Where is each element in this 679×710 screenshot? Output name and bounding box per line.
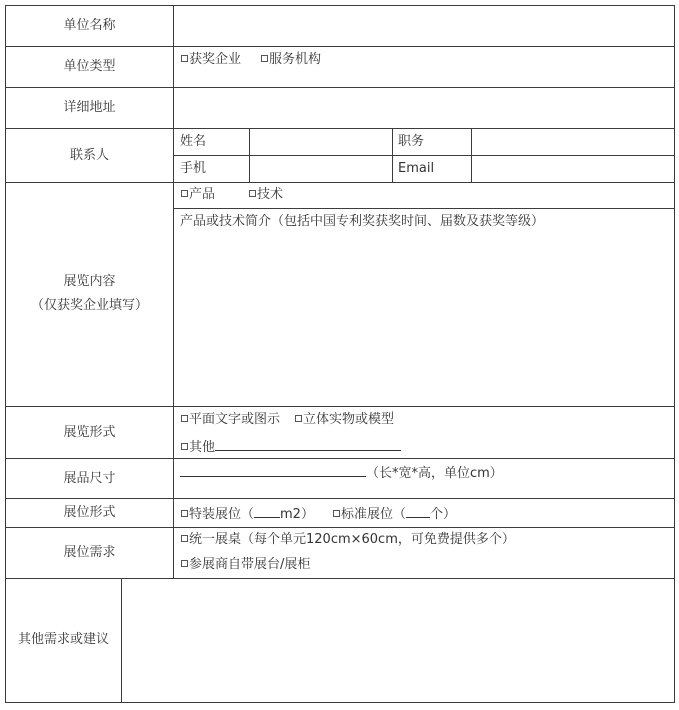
content-option-product[interactable]: 产品 xyxy=(181,187,215,203)
content-sublabel: （仅获奖企业填写） xyxy=(30,298,148,313)
booth-option-standard[interactable]: 标准展位（ 个） xyxy=(333,505,456,523)
checkbox-icon xyxy=(181,510,188,517)
format-option-3d[interactable]: 立体实物或模型 xyxy=(295,412,394,428)
standard-booth-count-blank[interactable] xyxy=(406,505,430,518)
contact-position-field[interactable] xyxy=(472,129,674,155)
checkbox-icon xyxy=(181,55,188,62)
contact-label: 联系人 xyxy=(69,148,109,163)
unit-name-field[interactable] xyxy=(174,6,674,46)
unit-type-option-service[interactable]: 服务机构 xyxy=(261,52,321,68)
contact-email-field[interactable] xyxy=(472,156,674,182)
unit-name-label: 单位名称 xyxy=(63,18,116,33)
format-option-other[interactable]: 其他 xyxy=(181,438,401,456)
other-label: 其他需求或建议 xyxy=(17,632,109,647)
checkbox-icon xyxy=(333,510,340,517)
contact-position-label: 职务 xyxy=(398,134,425,149)
checkbox-icon xyxy=(181,560,188,567)
booth-form-label: 展位形式 xyxy=(63,505,116,520)
contact-name-label: 姓名 xyxy=(180,134,207,149)
size-blank[interactable] xyxy=(180,464,366,477)
checkbox-icon xyxy=(181,443,188,450)
booth-need-option-unified-table[interactable]: 统一展桌（每个单元120cm×60cm，可免费提供多个） xyxy=(181,532,515,548)
size-input-row: （长*宽*高，单位cm） xyxy=(180,464,503,482)
checkbox-icon xyxy=(181,535,188,542)
checkbox-icon xyxy=(181,190,188,197)
content-label: 展览内容 xyxy=(63,274,116,289)
booth-need-label: 展位需求 xyxy=(63,545,116,560)
contact-name-field[interactable] xyxy=(250,129,392,155)
contact-phone-field[interactable] xyxy=(250,156,392,182)
address-label: 详细地址 xyxy=(63,100,116,115)
checkbox-icon xyxy=(181,415,188,422)
content-intro-field[interactable] xyxy=(174,234,674,406)
special-booth-area-blank[interactable] xyxy=(254,505,280,518)
format-other-blank[interactable] xyxy=(215,438,401,451)
size-label: 展品尺寸 xyxy=(63,471,116,486)
format-label: 展览形式 xyxy=(63,425,116,440)
format-option-flat[interactable]: 平面文字或图示 xyxy=(181,412,280,428)
unit-type-option-awarded[interactable]: 获奖企业 xyxy=(181,52,241,68)
booth-need-option-own-stand[interactable]: 参展商自带展台/展柜 xyxy=(181,557,310,573)
checkbox-icon xyxy=(295,415,302,422)
unit-type-label: 单位类型 xyxy=(63,59,116,74)
checkbox-icon xyxy=(261,55,268,62)
content-intro-label: 产品或技术简介（包括中国专利奖获奖时间、届数及获奖等级） xyxy=(180,214,545,229)
checkbox-icon xyxy=(249,190,256,197)
other-field[interactable] xyxy=(122,579,674,702)
content-option-technology[interactable]: 技术 xyxy=(249,187,283,203)
address-field[interactable] xyxy=(174,88,674,128)
contact-phone-label: 手机 xyxy=(180,161,207,176)
contact-email-label: Email xyxy=(398,161,435,176)
booth-option-special[interactable]: 特装展位（ m2） xyxy=(181,505,314,523)
